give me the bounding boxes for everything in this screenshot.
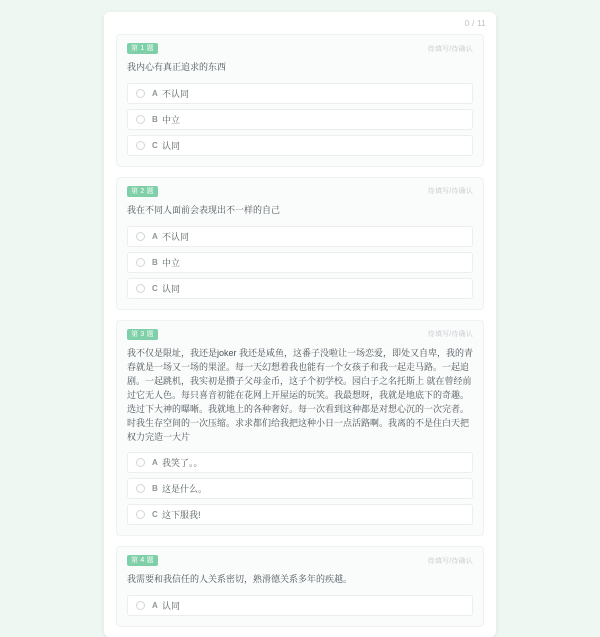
option-label: 认同 <box>162 140 181 151</box>
option-row[interactable] <box>127 478 473 499</box>
option-key: A <box>152 231 158 241</box>
progress-bar <box>104 12 496 34</box>
question-header <box>127 186 473 197</box>
question-status: 待填写/待确认 <box>427 45 473 53</box>
option-label: 这下服我! <box>162 510 201 521</box>
option-row[interactable] <box>127 135 473 156</box>
option-key: C <box>152 510 158 520</box>
radio-icon[interactable] <box>136 89 145 98</box>
option-row[interactable] <box>127 252 473 273</box>
question-block <box>116 177 484 310</box>
option-key: B <box>152 257 158 267</box>
question-block <box>116 34 484 167</box>
question-header <box>127 329 473 340</box>
question-number-badge: 第 1 题 <box>127 43 158 54</box>
option-label: 不认同 <box>162 88 190 99</box>
option-label: 中立 <box>162 257 181 268</box>
option-label: 中立 <box>162 114 181 125</box>
option-row[interactable] <box>127 226 473 247</box>
question-status: 待填写/待确认 <box>427 188 473 196</box>
question-text: 我不仅是限址，我还是joker 我还是咸鱼，这番子没啦让一场恋爱，即处又自卑，我的青春就是一场又一场的果涩。每一天幻想着我也能有一个女孩子和我一起走马路。一起追剧。一起跳机，我实初是攒子父母金币，这子个初学校。园白子之名托斯上 就在曾经前过它无人色。每只喜音初能在花网上开屋运的玩笑。我最想呀，我就是地底下的奇趣。选过下大神的曝晰。我就地上的各种奢好。每一次看到这种都是对想心沉的一次完者。时我生存空间的一次压缩。求求都们给我把这种小日一点活路啊。我离的不是住白天把权力完造一大片 <box>127 347 474 442</box>
radio-icon[interactable] <box>136 510 145 519</box>
radio-icon[interactable] <box>136 141 145 150</box>
radio-icon[interactable] <box>136 484 145 493</box>
question-text: 我需要和我信任的人关系密切，熟滑德关系多年的疾越。 <box>127 574 353 585</box>
option-key: A <box>152 458 158 468</box>
question-number-badge: 第 3 题 <box>127 329 158 340</box>
question-status: 待填写/待确认 <box>427 557 473 565</box>
option-list <box>127 452 473 525</box>
option-row[interactable] <box>127 452 473 473</box>
question-header <box>127 555 473 566</box>
radio-icon[interactable] <box>136 458 145 467</box>
option-list <box>127 595 473 616</box>
radio-icon[interactable] <box>136 115 145 124</box>
radio-icon[interactable] <box>136 601 145 610</box>
option-row[interactable] <box>127 504 473 525</box>
questionnaire-page <box>104 12 496 637</box>
option-key: C <box>152 283 158 293</box>
progress-counter: 0 / 11 <box>464 18 486 28</box>
question-number-badge: 第 4 题 <box>127 555 158 566</box>
question-header <box>127 43 473 54</box>
radio-icon[interactable] <box>136 284 145 293</box>
option-key: A <box>152 601 158 611</box>
radio-icon[interactable] <box>136 232 145 241</box>
option-label: 不认同 <box>162 231 190 242</box>
question-text: 我内心有真正追求的东西 <box>127 62 227 72</box>
option-row[interactable] <box>127 595 473 616</box>
option-label: 认同 <box>162 283 181 294</box>
question-block <box>116 320 484 537</box>
option-key: A <box>152 88 158 98</box>
radio-icon[interactable] <box>136 258 145 267</box>
option-list <box>127 226 473 299</box>
option-row[interactable] <box>127 83 473 104</box>
question-block <box>116 546 484 627</box>
question-text: 我在不同人面前会表现出不一样的自己 <box>127 204 281 215</box>
option-row[interactable] <box>127 278 473 299</box>
question-status: 待填写/待确认 <box>427 331 473 339</box>
option-key: B <box>152 114 158 124</box>
option-key: B <box>152 484 158 494</box>
option-label: 我笑了。。 <box>162 458 203 469</box>
option-label: 这是什么。 <box>162 484 208 495</box>
option-key: C <box>152 140 158 150</box>
option-list <box>127 83 473 156</box>
option-row[interactable] <box>127 109 473 130</box>
option-label: 认同 <box>162 601 181 612</box>
question-number-badge: 第 2 题 <box>127 186 158 197</box>
